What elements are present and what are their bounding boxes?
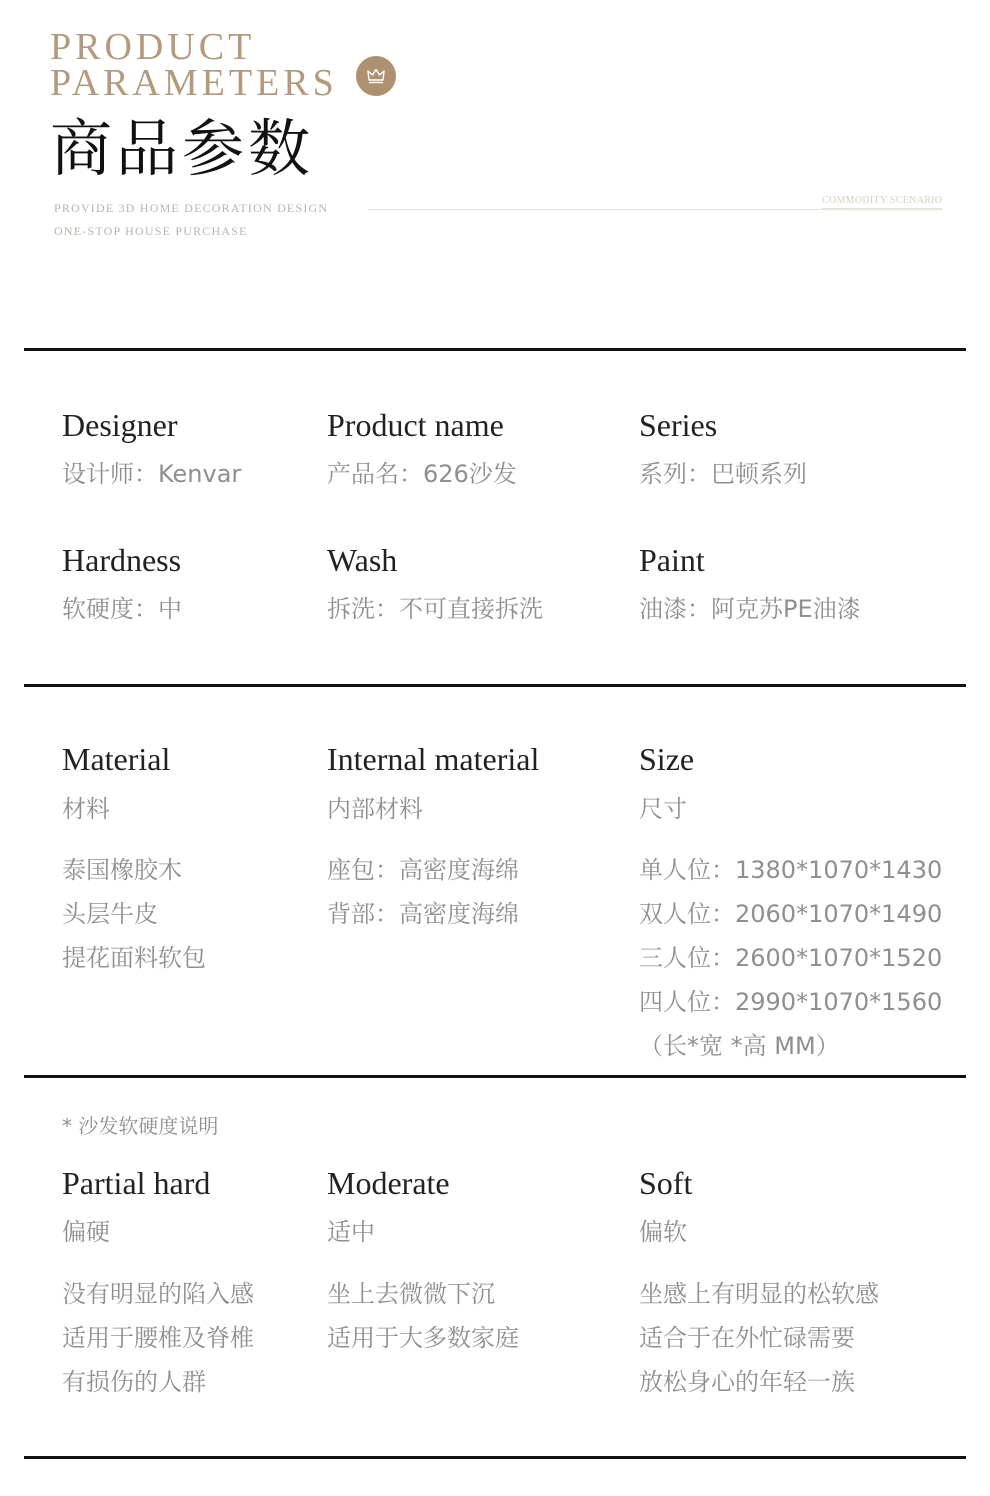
soft-sublabel: 偏软 [639,1218,687,1246]
list-item: 三人位：2600*1070*1520 [639,944,943,972]
material-list [62,848,206,980]
divider-top [24,348,966,351]
crown-badge [356,56,396,96]
internal-material-sublabel: 内部材料 [327,795,423,823]
partial-hard-sublabel: 偏硬 [62,1218,110,1246]
paint-label: Paint [639,542,705,578]
partial-hard-list [62,1272,254,1404]
designer-value: 设计师：Kenvar [62,460,242,488]
partial-hard-label: Partial hard [62,1165,211,1201]
list-item: 适用于腰椎及脊椎 [62,1324,254,1352]
designer-label: Designer [62,407,178,443]
list-item: 有损伤的人群 [62,1368,206,1396]
wash-value: 拆洗：不可直接拆洗 [327,595,543,623]
list-item: 座包：高密度海绵 [327,856,519,884]
size-list [639,848,942,1068]
list-item: 坐上去微微下沉 [327,1280,495,1308]
subtitle-line2: ONE-STOP HOUSE PURCHASE [54,224,248,238]
material-label: Material [62,741,171,777]
title-en-line2: PARAMETERS [50,62,338,104]
list-item: 背部：高密度海绵 [327,900,519,928]
series-value: 系列：巴顿系列 [639,460,807,488]
list-item: 头层牛皮 [62,900,158,928]
list-item: 双人位：2060*1070*1490 [639,900,943,928]
product-name-value: 产品名：626沙发 [327,460,517,488]
page-title: 商品参数 [50,112,315,185]
list-item: 泰国橡胶木 [62,856,182,884]
list-item: 单人位：1380*1070*1430 [639,856,943,884]
internal-material-label: Internal material [327,741,540,777]
header-rule [368,209,943,210]
internal-material-list [327,848,519,936]
list-item: 适合于在外忙碌需要 [639,1324,855,1352]
scenario-label: COMMODITY SCENARIO [822,195,942,209]
paint-value: 油漆：阿克苏PE油漆 [639,595,861,623]
moderate-list [327,1272,519,1360]
series-label: Series [639,407,718,443]
list-item: 适用于大多数家庭 [327,1324,519,1352]
product-name-label: Product name [327,407,504,443]
list-item: 没有明显的陷入感 [62,1280,254,1308]
list-item: 坐感上有明显的松软感 [639,1280,879,1308]
list-item: （长*宽 *高 MM） [639,1032,840,1060]
crown-icon [367,68,385,84]
moderate-sublabel: 适中 [327,1218,375,1246]
divider-params [24,684,966,687]
size-sublabel: 尺寸 [639,795,687,823]
soft-label: Soft [639,1165,693,1201]
divider-bottom [24,1456,966,1459]
divider-materials [24,1075,966,1078]
size-label: Size [639,741,695,777]
soft-list [639,1272,879,1404]
list-item: 放松身心的年轻一族 [639,1368,855,1396]
softness-note: * 沙发软硬度说明 [62,1114,219,1138]
subtitle-line1: PROVIDE 3D HOME DECORATION DESIGN [54,201,329,215]
hardness-label: Hardness [62,542,182,578]
wash-label: Wash [327,542,398,578]
moderate-label: Moderate [327,1165,450,1201]
list-item: 提花面料软包 [62,944,206,972]
material-sublabel: 材料 [62,795,110,823]
title-en-line1: PRODUCT [50,26,256,68]
list-item: 四人位：2990*1070*1560 [639,988,943,1016]
hardness-value: 软硬度：中 [62,595,182,623]
